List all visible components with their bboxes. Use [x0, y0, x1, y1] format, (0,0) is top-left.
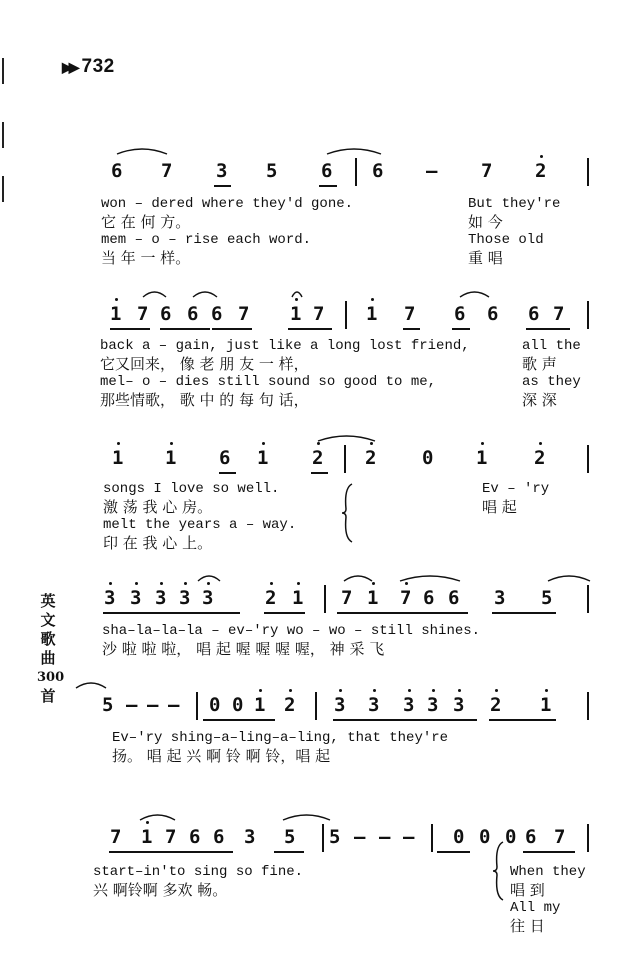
chinese-lyric-line: 当 年 一 样。 [101, 249, 191, 267]
note: 0 [453, 826, 465, 848]
sustain-dash: – [426, 160, 438, 182]
lyric-pickup: 往 日 [510, 917, 545, 935]
note: 6 [528, 303, 540, 325]
slur [193, 292, 217, 297]
octave-dot [408, 689, 411, 692]
note: 2 [312, 447, 324, 469]
note: 7 [238, 303, 250, 325]
sustain-dash: – [403, 826, 415, 848]
slur-layer [0, 587, 640, 627]
note: 0 [479, 826, 491, 848]
slur [548, 576, 590, 581]
slur [327, 149, 381, 154]
spine-char: 文 [40, 611, 56, 629]
slur-layer [0, 694, 640, 734]
octave-dot [135, 582, 138, 585]
note: 5 [284, 826, 296, 848]
note: 1 [540, 694, 552, 716]
note: 3 [216, 160, 228, 182]
spine-char: 曲 [40, 649, 56, 667]
note: 1 [254, 694, 266, 716]
forward-arrows-icon: ▶▶ [62, 59, 76, 75]
slur [292, 292, 302, 297]
lyric-pickup: Ev – 'ry [482, 481, 550, 497]
octave-dot [458, 689, 461, 692]
left-edge-mark [2, 122, 4, 148]
lyric-pickup: 唱 起 [482, 498, 517, 516]
slur [400, 576, 460, 581]
chinese-lyric-line: 扬。 唱 起 兴 啊 铃 啊 铃，唱 起 [112, 747, 331, 765]
note: 7 [161, 160, 173, 182]
note: 5 [541, 587, 553, 609]
lyric-pickup: 重 唱 [468, 249, 503, 267]
note: 5 [102, 694, 114, 716]
chinese-lyric-line: 印 在 我 心 上。 [103, 534, 213, 552]
note: 6 [487, 303, 499, 325]
lyric-pickup: 唱 到 [510, 881, 545, 899]
slur [344, 576, 372, 581]
slur [283, 815, 330, 820]
octave-dot [370, 442, 373, 445]
note: 5 [329, 826, 341, 848]
note: 3 [494, 587, 506, 609]
spine-char: 英 [40, 592, 56, 610]
english-lyric-line: mel– o – dies still sound so good to me, [100, 374, 437, 390]
octave-dot [295, 298, 298, 301]
octave-dot [317, 442, 320, 445]
chinese-lyric-line: 它又回来， 像 老 朋 友 一 样， [100, 355, 309, 373]
lyric-brace [342, 484, 356, 542]
chinese-lyric-line: 沙 啦 啦 啦， 唱 起 喔 喔 喔 喔， 神 采 飞 [102, 640, 385, 658]
sustain-dash: – [379, 826, 391, 848]
octave-dot [372, 582, 375, 585]
note: 1 [476, 447, 488, 469]
note: 1 [112, 447, 124, 469]
english-lyric-line: mem – o – rise each word. [101, 232, 312, 248]
octave-dot [371, 298, 374, 301]
note: 2 [534, 447, 546, 469]
sustain-dash: – [168, 694, 180, 716]
note: 6 [213, 826, 225, 848]
octave-dot [297, 582, 300, 585]
slur [143, 292, 166, 297]
slur [117, 149, 167, 154]
lyric-pickup: as they [522, 374, 581, 390]
slur-layer [0, 826, 640, 866]
sustain-dash: – [354, 826, 366, 848]
note: 6 [423, 587, 435, 609]
note: 0 [209, 694, 221, 716]
octave-dot [545, 689, 548, 692]
note: 2 [490, 694, 502, 716]
note: 5 [266, 160, 278, 182]
slur [140, 815, 175, 820]
note: 3 [244, 826, 256, 848]
note: 3 [130, 587, 142, 609]
note: 1 [367, 587, 379, 609]
note: 6 [448, 587, 460, 609]
note: 6 [189, 826, 201, 848]
note: 7 [313, 303, 325, 325]
slur-layer [0, 160, 640, 200]
chinese-lyric-line: 兴 啊铃啊 多欢 畅。 [93, 881, 228, 899]
lyric-pickup: all the [522, 338, 581, 354]
english-lyric-line: sha–la–la–la – ev–'ry wo – wo – still shines. [102, 623, 481, 639]
octave-dot [540, 155, 543, 158]
note: 7 [554, 826, 566, 848]
octave-dot [289, 689, 292, 692]
note: 0 [232, 694, 244, 716]
english-lyric-line: songs I love so well. [103, 481, 280, 497]
slur [76, 683, 106, 688]
english-lyric-line: start–in'to sing so fine. [93, 864, 304, 880]
octave-dot [432, 689, 435, 692]
octave-dot [109, 582, 112, 585]
octave-dot [539, 442, 542, 445]
note: 6 [160, 303, 172, 325]
octave-dot [170, 442, 173, 445]
octave-dot [117, 442, 120, 445]
note: 6 [187, 303, 199, 325]
octave-dot [184, 582, 187, 585]
octave-dot [146, 821, 149, 824]
english-lyric-line: melt the years a – way. [103, 517, 297, 533]
note: 6 [525, 826, 537, 848]
note: 6 [321, 160, 333, 182]
page-number-text: 732 [81, 56, 115, 77]
lyric-pickup: 歌 声 [522, 355, 557, 373]
note: 6 [111, 160, 123, 182]
lyric-pickup: 深 深 [522, 391, 557, 409]
note: 2 [535, 160, 547, 182]
note: 6 [211, 303, 223, 325]
spine-char: 首 [40, 687, 56, 705]
lyric-pickup: 如 今 [468, 213, 503, 231]
chinese-lyric-line: 那些情歌， 歌 中 的 每 句 话， [100, 391, 309, 409]
note: 3 [179, 587, 191, 609]
note: 3 [427, 694, 439, 716]
slur [318, 436, 375, 441]
lyric-brace [493, 842, 507, 900]
octave-dot [270, 582, 273, 585]
page-number [62, 56, 115, 78]
lyric-pickup: When they [510, 864, 586, 880]
note: 2 [265, 587, 277, 609]
note: 3 [104, 587, 116, 609]
note: 7 [165, 826, 177, 848]
note: 0 [422, 447, 434, 469]
note: 7 [404, 303, 416, 325]
note: 7 [137, 303, 149, 325]
lyric-pickup: All my [510, 900, 561, 916]
note: 3 [403, 694, 415, 716]
octave-dot [207, 582, 210, 585]
note: 3 [453, 694, 465, 716]
octave-dot [405, 582, 408, 585]
note: 3 [368, 694, 380, 716]
lyric-pickup: But they're [468, 196, 561, 212]
note: 7 [400, 587, 412, 609]
note: 1 [366, 303, 378, 325]
octave-dot [262, 442, 265, 445]
note: 1 [141, 826, 153, 848]
note: 1 [292, 587, 304, 609]
octave-dot [339, 689, 342, 692]
note: 1 [257, 447, 269, 469]
slur [460, 292, 489, 297]
note: 6 [454, 303, 466, 325]
english-lyric-line: back a – gain, just like a long lost friend, [100, 338, 470, 354]
note: 2 [284, 694, 296, 716]
note: 7 [341, 587, 353, 609]
spine-char: 歌 [40, 630, 56, 648]
sustain-dash: – [126, 694, 138, 716]
english-lyric-line: Ev–'ry shing–a–ling–a–ling, that they're [112, 730, 449, 746]
note: 6 [372, 160, 384, 182]
octave-dot [481, 442, 484, 445]
note: 3 [155, 587, 167, 609]
note: 1 [290, 303, 302, 325]
octave-dot [495, 689, 498, 692]
chinese-lyric-line: 它 在 何 方。 [101, 213, 191, 231]
octave-dot [115, 298, 118, 301]
note: 1 [110, 303, 122, 325]
note: 7 [553, 303, 565, 325]
octave-dot [373, 689, 376, 692]
note: 3 [202, 587, 214, 609]
octave-dot [160, 582, 163, 585]
slur [198, 576, 220, 581]
note: 1 [165, 447, 177, 469]
note: 0 [505, 826, 517, 848]
left-edge-mark [2, 58, 4, 84]
note: 6 [219, 447, 231, 469]
sustain-dash: – [147, 694, 159, 716]
note: 2 [365, 447, 377, 469]
english-lyric-line: won – dered where they'd gone. [101, 196, 354, 212]
note: 3 [334, 694, 346, 716]
note: 7 [110, 826, 122, 848]
note: 7 [481, 160, 493, 182]
spine-char: 300 [37, 670, 65, 685]
lyric-pickup: Those old [468, 232, 544, 248]
octave-dot [259, 689, 262, 692]
chinese-lyric-line: 激 荡 我 心 房。 [103, 498, 213, 516]
